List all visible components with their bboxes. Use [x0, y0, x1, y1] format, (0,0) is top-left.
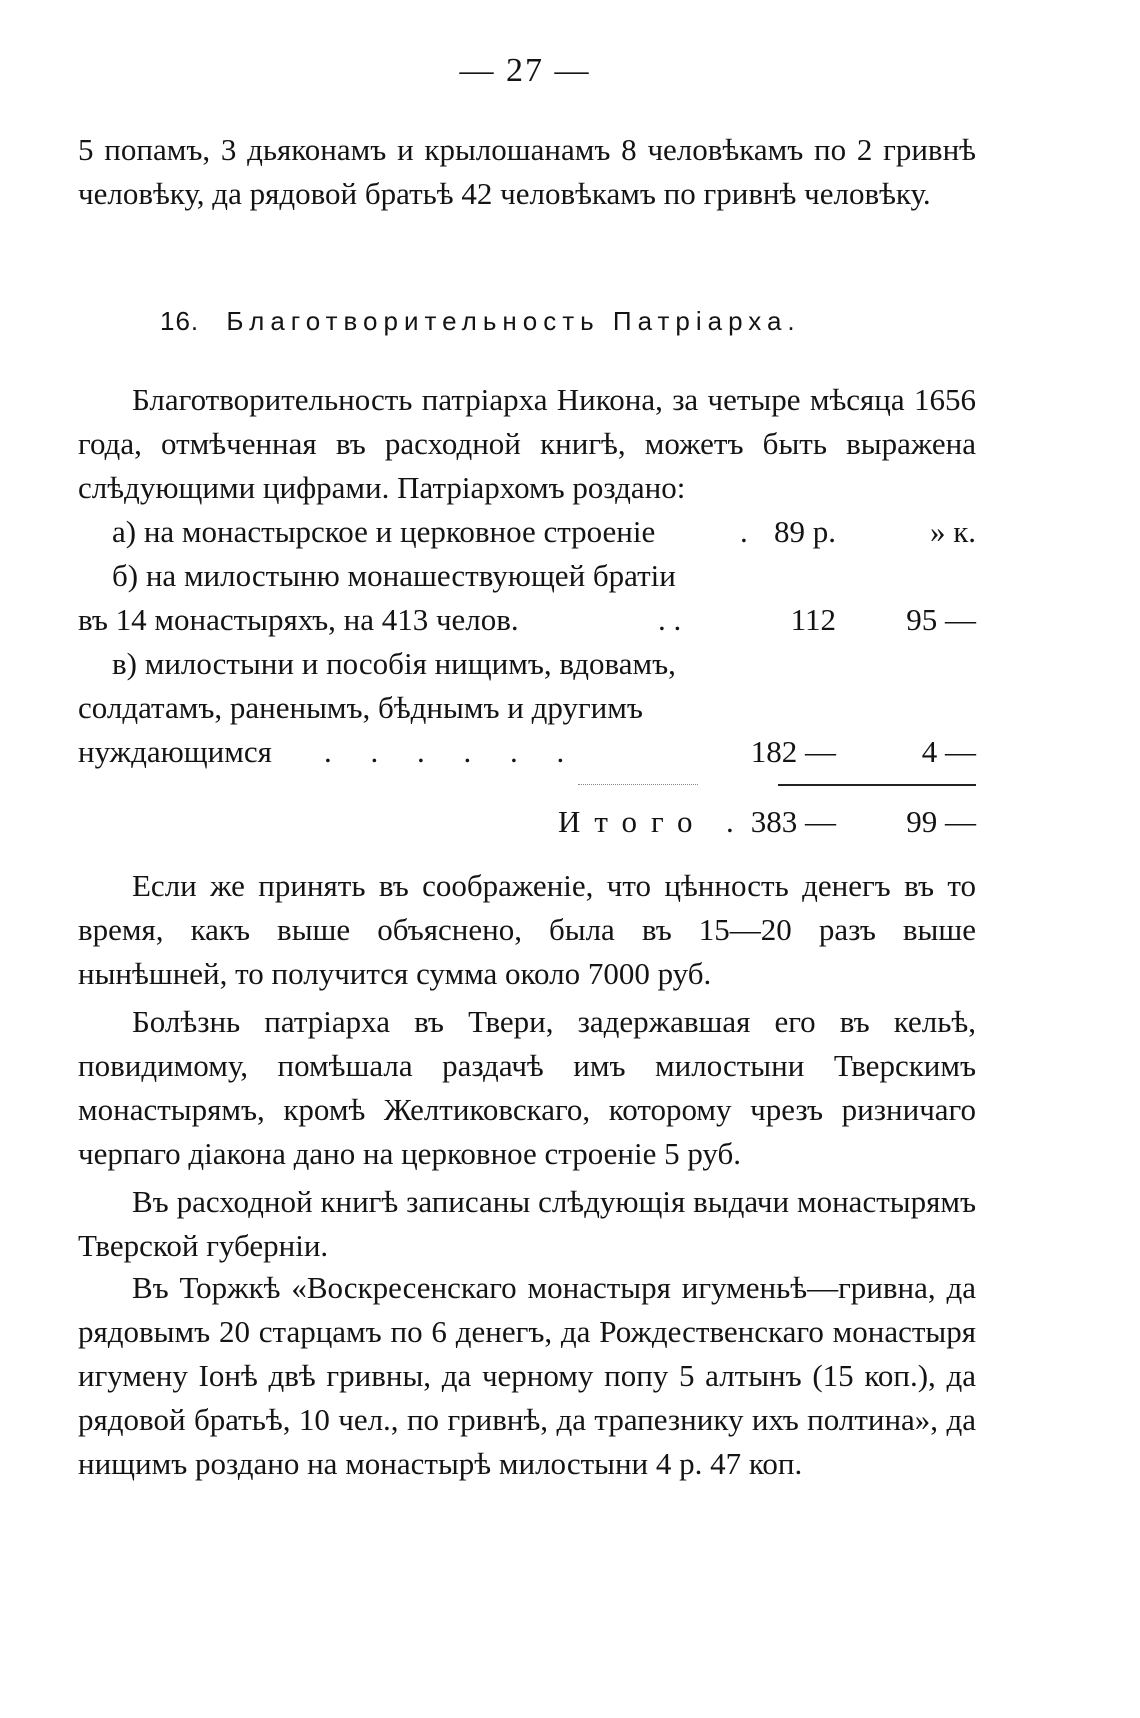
section-title: Благотворительность Патріарха. — [226, 306, 801, 336]
paragraph-4-text: Въ расходной книгѣ записаны слѣдующія выдачи монастырямъ Тверской губерніи. — [78, 1184, 976, 1263]
paragraph-1-text: Благотворительность патріарха Никона, за четыре мѣсяца 1656 года, отмѣченная въ расходной книгѣ, можетъ быть выражена слѣдующими цифрами. Патріархомъ роздано: — [78, 382, 976, 505]
table-row — [78, 686, 976, 730]
row-kopecks: 4 — — [921, 734, 976, 769]
row-kopecks: 95 — — [906, 602, 976, 637]
table-row — [78, 642, 976, 686]
row-label: а) на монастырское и церковное строеніе — [112, 514, 656, 549]
paragraph-1 — [78, 378, 976, 510]
paragraph-2-text: Если же принять въ соображеніе, что цѣнность денегъ въ то время, какъ выше объяснено, была въ 15—20 разъ выше нынѣшней, то получится сумма около 7000 руб. — [78, 868, 976, 991]
total-label: Итого — [558, 804, 707, 839]
table-row — [78, 730, 976, 774]
total-kopecks: 99 — — [906, 804, 976, 839]
table-sum-rule — [778, 784, 976, 786]
page-number: — 27 — — [459, 52, 591, 89]
intro-paragraph — [78, 128, 976, 216]
table-row — [78, 510, 976, 554]
row-label: б) на милостыню монашествующей братіи — [112, 558, 676, 593]
row-label: въ 14 монастыряхъ, на 413 челов. — [78, 602, 519, 637]
paragraph-3 — [78, 1000, 976, 1176]
paragraph-2 — [78, 864, 976, 996]
row-kopecks: » к. — [929, 514, 976, 549]
paragraph-4 — [78, 1180, 976, 1268]
row-dots: . — [740, 514, 748, 549]
paragraph-3-text: Болѣзнь патріарха въ Твери, задержавшая его въ кельѣ, повидимому, помѣшала раздачѣ имъ милостыни Тверскимъ монастырямъ, кромѣ Желтиковскаго, которому чрезъ ризничаго черпаго діакона дано на церковное строеніе 5 руб. — [78, 1004, 976, 1171]
section-number: 16. — [160, 306, 200, 336]
paragraph-5 — [78, 1266, 976, 1486]
table-row — [78, 554, 976, 598]
table-total-row — [78, 800, 976, 844]
section-heading — [160, 306, 980, 337]
row-rubles: 112 — [790, 602, 836, 637]
row-label: в) милостыни и пособія нищимъ, вдовамъ, — [112, 646, 676, 681]
row-label: нуждающимся — [78, 734, 272, 769]
intro-text: 5 попамъ, 3 дьяконамъ и крылошанамъ 8 человѣкамъ по 2 гривнѣ человѣку, да рядовой братьѣ 42 человѣкамъ по гривнѣ человѣку. — [78, 132, 976, 211]
table-rule-faint — [578, 784, 698, 785]
total-rubles: 383 — — [750, 804, 836, 839]
total-dots: . — [726, 804, 734, 839]
paragraph-5-text: Въ Торжкѣ «Воскресенскаго монастыря игуменьѣ—гривна, да рядовымъ 20 старцамъ по 6 денегъ, да Рождественскаго монастыря игумену Іонѣ двѣ гривны, да черному попу 5 алтынъ (15 коп.), да рядовой братьѣ, 10 чел., по гривнѣ, да трапезнику ихъ полтина», да нищимъ роздано на монастырѣ милостыни 4 р. 47 коп. — [78, 1270, 976, 1481]
table-row — [78, 598, 976, 642]
row-dots: . . — [658, 602, 682, 637]
row-rubles: 182 — — [750, 734, 836, 769]
row-dots: . . . . . . — [324, 734, 565, 769]
row-rubles: 89 р. — [774, 514, 836, 549]
row-label: солдатамъ, раненымъ, бѣднымъ и другимъ — [78, 690, 643, 725]
